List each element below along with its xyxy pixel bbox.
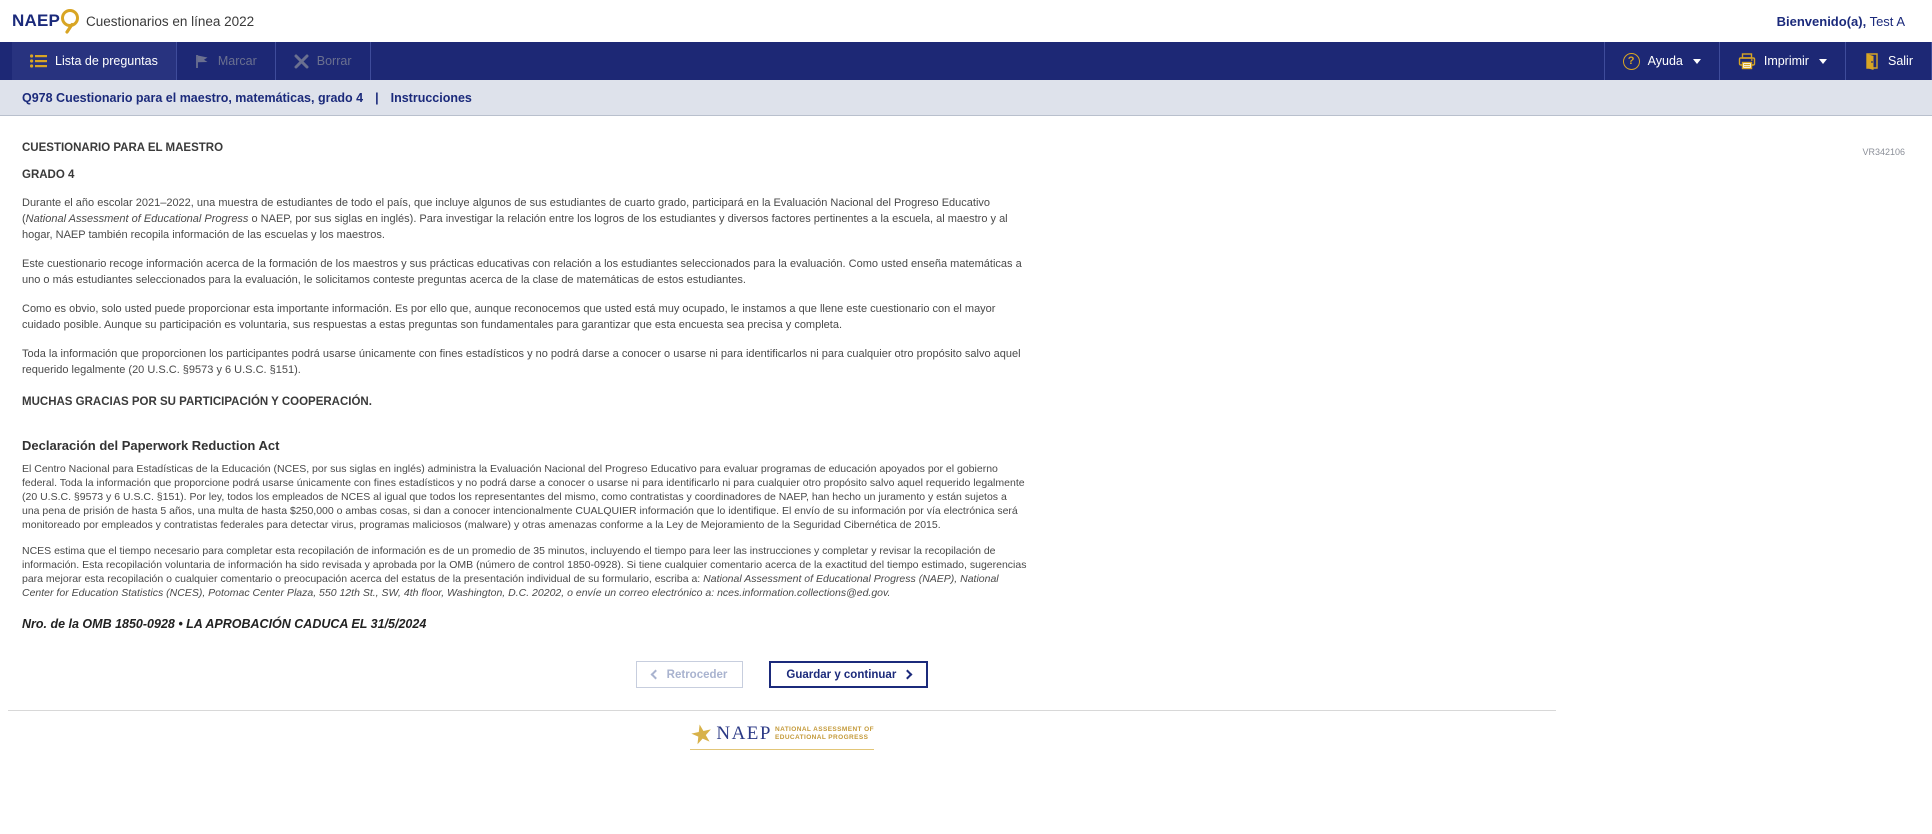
exit-door-icon <box>1864 52 1880 70</box>
p1-pre: Durante el año escolar 2021–2022, una muestra de estudiantes de todo el país, que incluye algunos de sus estudiantes de cuarto grado, participará en la Evaluación Nacional del Progreso Educativo ( <box>22 197 991 225</box>
welcome-label: Bienvenido(a), <box>1776 13 1867 29</box>
help-label: Ayuda <box>1647 54 1683 68</box>
main-toolbar <box>0 42 1932 80</box>
naep-footer-logo <box>687 716 874 752</box>
help-icon-glyph: ? <box>1627 55 1635 67</box>
form-code: VR342106 <box>1862 147 1905 157</box>
help-menu-button[interactable] <box>1605 42 1719 80</box>
nav-buttons-row <box>8 661 1556 688</box>
flag-icon <box>195 54 210 69</box>
mark-button[interactable] <box>177 42 275 80</box>
chevron-left-icon <box>650 670 660 680</box>
naep-footer-subtitle-line2: EDUCATIONAL PROGRESS <box>774 734 869 742</box>
instructions-article <box>22 142 1027 631</box>
pra-paragraph-1: El Centro Nacional para Estadísticas de la Educación (NCES, por sus siglas en inglés) administra la Evaluación Nacional del Progreso Educativo para evaluar programas de educación apoyados por el gobierno federal. Toda la información que proporcione podrá usarse únicamente con fines estadísticos y no podrá darse a conocer o usarse ni para identificarlo ni para cualquier otro propósito salvo aquel requerido legalmente (20 U.S.C. §9573 y 6 U.S.C. §151). Por ley, todos los empleados de NCES al igual que todos los representantes del mismo, como contratistas y coordinadores de NAEP, han hecho un juramento y están sujetos a una pena de prisión de hasta 5 años, una multa de hasta $250,000 o ambas cosas, si dan a conocer intencionalmente CUALQUIER información que lo identifique. El envío de su información por vía electrónica será monitoreado por empleados y contratistas federales para detectar virus, programas maliciosos (malware) y otras amenazas conforme a la Ley de Mejoramiento de la Seguridad Cibernética de 2015. <box>22 463 1025 532</box>
mark-label: Marcar <box>217 54 257 68</box>
page-title: CUESTIONARIO PARA EL MAESTRO <box>22 142 224 154</box>
p1-post: o NAEP, por sus siglas en inglés). Para investigar la relación entre los logros de los estudiantes y diversos factores pertinentes a la escuela, al maestro y al hogar, NAEP también recopila información de las escuelas y los maestros. <box>22 212 1008 241</box>
naep-logo-text: NAEP <box>12 11 61 30</box>
x-icon <box>294 54 309 69</box>
thanks-line: MUCHAS GRACIAS POR SU PARTICIPACIÓN Y COOPERACIÓN. <box>22 396 372 409</box>
magnifier-icon <box>58 8 82 34</box>
naep-star-icon: ★ <box>687 716 717 752</box>
toolbar-separator <box>370 42 371 80</box>
intro-paragraph-2: Este cuestionario recoge información acerca de la formación de los maestros y sus prácticas educativas con relación a los estudiantes seleccionados para la evaluación. Como usted enseña matemáticas a uno o más estudiantes seleccionados para la evaluación, le solicitamos conteste preguntas acerca de la clase de matemáticas de estos estudiantes. <box>22 257 1022 286</box>
pra-heading: Declaración del Paperwork Reduction Act <box>22 438 280 454</box>
intro-paragraph-4: Toda la información que proporcionen los participantes podrá usarse únicamente con fines estadísticos y no podrá darse a conocer o usarse ni para identificarlos ni para cualquier otro propósito salvo aquel requerido legalmente (20 U.S.C. §9573 y 6 U.S.C. §151). <box>22 347 1021 376</box>
naep-footer-wordmark: NAEP <box>716 723 772 745</box>
back-button-label: Retroceder <box>666 668 728 681</box>
breadcrumb-questionnaire: Q978 Cuestionario para el maestro, matemáticas, grado 4 <box>22 90 364 105</box>
naep-logo <box>12 8 84 34</box>
question-list-label: Lista de preguntas <box>55 54 158 68</box>
print-menu-button[interactable] <box>1720 42 1845 80</box>
printer-icon <box>1738 53 1756 70</box>
save-button-label: Guardar y continuar <box>786 668 897 681</box>
clear-label: Borrar <box>316 54 352 68</box>
grade-heading: GRADO 4 <box>22 169 75 181</box>
welcome-text <box>1777 14 1905 29</box>
list-icon <box>30 54 47 68</box>
footer <box>8 716 1556 752</box>
toolbar-right-group <box>1604 42 1932 80</box>
p1-italic: National Assessment of Educational Progress <box>25 212 249 225</box>
question-list-button[interactable] <box>12 42 176 80</box>
pra-p2-pre: NCES estima que el tiempo necesario para completar esta recopilación de información es de un promedio de 35 minutos, incluyendo el tiempo para leer las instrucciones y completar y revisar la recopilación de información. Esta recopilación voluntaria de información ha sido revisada y aprobada por la OMB (número de control 1850-0928). Si tiene cualquier comentario acerca de la exactitud del tiempo estimado, sugerencias para mejorar esta recopilación o cualquier comentario o preocupación acerca del estatus de la presentación individual de su formulario, escriba a: <box>22 545 1027 586</box>
footer-divider <box>8 710 1556 711</box>
chevron-right-icon <box>903 670 913 680</box>
breadcrumb-section: Instrucciones <box>390 90 472 105</box>
welcome-username: Test A <box>1866 13 1905 29</box>
exit-button[interactable] <box>1846 42 1931 80</box>
back-button[interactable] <box>636 661 744 688</box>
top-header <box>0 0 1932 42</box>
intro-paragraph-3: Como es obvio, solo usted puede proporcionar esta importante información. Es por ello que, aunque reconocemos que usted está muy ocupado, le instamos a que llene este cuestionario con el mayor cuidado posible. Aunque su participación es voluntaria, sus respuestas a estas preguntas son fundamentales para garantizar que esta encuesta sea precisa y completa. <box>22 302 996 331</box>
print-label: Imprimir <box>1763 54 1809 68</box>
breadcrumb <box>0 80 1932 116</box>
naep-footer-subtitle <box>775 726 874 742</box>
clear-button[interactable] <box>276 42 370 80</box>
chevron-down-icon <box>1693 59 1701 64</box>
omb-approval-line: Nro. de la OMB 1850-0928 • LA APROBACIÓN CADUCA EL 31/5/2024 <box>22 617 427 632</box>
pra-p2-italic: National Assessment of Educational Progress (NAEP), National Center for Education Statistics (NCES), Potomac Center Plaza, 550 12th St., SW, 4th floor, Washington, D.C. 20202, o envíe un correo electrónico a: nces.information.collections@ed.gov. <box>22 573 999 600</box>
help-icon <box>1623 53 1640 70</box>
main-content <box>0 142 1932 750</box>
chevron-down-icon <box>1819 59 1827 64</box>
naep-footer-subtitle-line1: NATIONAL ASSESSMENT OF <box>774 725 874 733</box>
intro-paragraph-1 <box>22 196 1027 244</box>
pra-paragraph-2 <box>22 545 1027 601</box>
save-continue-button[interactable] <box>769 661 928 688</box>
breadcrumb-separator: | <box>375 90 379 105</box>
app-title: Cuestionarios en línea 2022 <box>86 13 255 29</box>
exit-label: Salir <box>1887 54 1913 68</box>
